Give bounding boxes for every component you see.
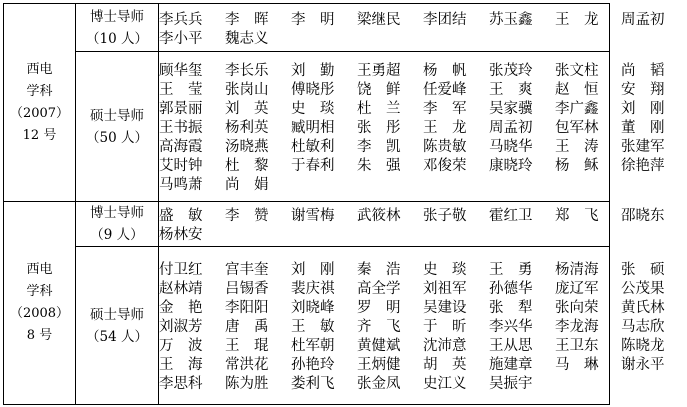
person-name: 马志欣 <box>621 319 665 335</box>
person-name: 公茂果 <box>621 281 665 297</box>
person-name: 刘祖军 <box>423 281 467 297</box>
name-line <box>159 297 665 316</box>
person-name: 施建章 <box>489 357 533 373</box>
name-line <box>159 155 665 174</box>
person-name: 王卫东 <box>555 338 599 354</box>
table-row <box>4 4 610 52</box>
person-name: 王书振 <box>159 120 203 136</box>
person-name: 杜军朝 <box>291 338 335 354</box>
supervisor-type-label: 博士导师 （10 人） <box>76 4 159 52</box>
group-label-2007: 西电 学科 （2007） 12 号 <box>4 4 76 202</box>
name-line <box>159 28 609 47</box>
person-name: 吴建设 <box>423 300 467 316</box>
person-name: 董 刚 <box>621 120 665 136</box>
person-name: 徐艳萍 <box>621 158 665 174</box>
person-name: 马晓华 <box>489 139 533 155</box>
person-name: 李 军 <box>423 101 467 117</box>
person-name: 盛 敏 <box>159 208 203 224</box>
person-name: 马鸣萧 <box>159 177 203 193</box>
person-name: 尚 娟 <box>225 177 269 193</box>
supervisor-type-label: 博士导师 （9 人） <box>76 202 159 247</box>
names-cell <box>159 4 665 52</box>
person-name: 杜 兰 <box>357 101 401 117</box>
person-name: 杜敏利 <box>291 139 335 155</box>
person-name: 李 晖 <box>225 11 269 28</box>
person-name: 吕锡香 <box>225 281 269 297</box>
person-name: 饶 鲜 <box>357 82 401 98</box>
name-line <box>159 224 609 243</box>
person-name: 张 犁 <box>489 300 533 316</box>
name-line <box>159 117 665 136</box>
person-name: 李思科 <box>159 376 203 392</box>
person-name: 万 波 <box>159 338 203 354</box>
person-name: 马 琳 <box>555 357 599 373</box>
person-name: 娄利飞 <box>291 376 335 392</box>
person-name: 赵 恒 <box>555 82 599 98</box>
person-name: 刘晓峰 <box>291 300 335 316</box>
person-name: 王炳健 <box>357 357 401 373</box>
person-name: 杨利英 <box>225 120 269 136</box>
person-name: 黄健斌 <box>357 338 401 354</box>
person-name: 高海霞 <box>159 139 203 155</box>
person-name: 周孟初 <box>489 120 533 136</box>
person-name: 杨清海 <box>555 262 599 278</box>
person-name: 傅晓彤 <box>291 82 335 98</box>
person-name: 张 彤 <box>357 120 401 136</box>
person-name: 顾华玺 <box>159 63 203 79</box>
person-name: 史 琰 <box>291 101 335 117</box>
person-name: 杨林安 <box>159 227 203 243</box>
person-name: 李 明 <box>291 11 335 28</box>
person-name: 臧明相 <box>291 120 335 136</box>
person-name: 孙德华 <box>489 281 533 297</box>
person-name: 周孟初 <box>621 11 665 28</box>
person-name: 李 凯 <box>357 139 401 155</box>
person-name: 罗 明 <box>357 300 401 316</box>
person-name: 李兴华 <box>489 319 533 335</box>
name-line <box>159 335 665 354</box>
name-line <box>159 373 609 392</box>
person-name: 霍红卫 <box>489 208 533 224</box>
person-name: 张 硕 <box>621 262 665 278</box>
person-name: 张文柱 <box>555 63 599 79</box>
person-name: 邵晓东 <box>621 208 665 224</box>
person-name: 艾时钟 <box>159 158 203 174</box>
person-name: 谢永平 <box>621 357 665 373</box>
person-name: 裴庆祺 <box>291 281 335 297</box>
supervisor-table <box>3 3 665 405</box>
person-name: 刘 英 <box>225 101 269 117</box>
person-name: 付卫红 <box>159 262 203 278</box>
person-name: 张建军 <box>621 139 665 155</box>
person-name: 谢雪梅 <box>291 208 335 224</box>
person-name: 李团结 <box>423 11 467 28</box>
person-name: 张茂玲 <box>489 63 533 79</box>
person-name: 沈沛意 <box>423 338 467 354</box>
person-name: 王 敏 <box>291 319 335 335</box>
person-name: 任爱峰 <box>423 82 467 98</box>
person-name: 邓俊荣 <box>423 158 467 174</box>
person-name: 安 翔 <box>621 82 665 98</box>
person-name: 吴家骥 <box>489 101 533 117</box>
person-name: 秦 浩 <box>357 262 401 278</box>
person-name: 于春利 <box>291 158 335 174</box>
table-row <box>4 202 610 247</box>
person-name: 胡 英 <box>423 357 467 373</box>
person-name: 王 勇 <box>489 262 533 278</box>
person-name: 王 琨 <box>225 338 269 354</box>
person-name: 陈为胜 <box>225 376 269 392</box>
person-name: 王 涛 <box>555 139 599 155</box>
person-name: 杨 帆 <box>423 63 467 79</box>
person-name: 杜 黎 <box>225 158 269 174</box>
person-name: 康晓玲 <box>489 158 533 174</box>
person-name: 郑 飞 <box>555 208 599 224</box>
person-name: 吴振宇 <box>489 376 533 392</box>
name-line <box>159 259 665 278</box>
person-name: 黄氏林 <box>621 300 665 316</box>
supervisor-type-label: 硕士导师 （50 人） <box>76 52 159 202</box>
name-line <box>159 316 665 335</box>
person-name: 陈贵敏 <box>423 139 467 155</box>
person-name: 李阳阳 <box>225 300 269 316</box>
person-name: 刘淑芳 <box>159 319 203 335</box>
table-row <box>4 247 610 405</box>
name-line <box>159 174 609 193</box>
person-name: 高全学 <box>357 281 401 297</box>
table-row <box>4 52 610 202</box>
person-name: 李兵兵 <box>159 11 203 28</box>
person-name: 史 琰 <box>423 262 467 278</box>
name-line <box>159 205 665 224</box>
names-cell <box>159 52 665 202</box>
person-name: 汤晓燕 <box>225 139 269 155</box>
person-name: 金 艳 <box>159 300 203 316</box>
person-name: 唐 禹 <box>225 319 269 335</box>
person-name: 王 莹 <box>159 82 203 98</box>
person-name: 王 龙 <box>555 11 599 28</box>
person-name: 李长乐 <box>225 63 269 79</box>
person-name: 常洪花 <box>225 357 269 373</box>
person-name: 尚 韬 <box>621 63 665 79</box>
name-line <box>159 278 665 297</box>
person-name: 王 爽 <box>489 82 533 98</box>
person-name: 梁继民 <box>357 11 401 28</box>
person-name: 张金凤 <box>357 376 401 392</box>
name-line <box>159 60 665 79</box>
person-name: 史江义 <box>423 376 467 392</box>
person-name: 魏志义 <box>225 30 269 47</box>
person-name: 李龙海 <box>555 319 599 335</box>
supervisor-type-label: 硕士导师 （54 人） <box>76 247 159 405</box>
person-name: 张向荣 <box>555 300 599 316</box>
person-name: 朱 强 <box>357 158 401 174</box>
name-line <box>159 354 665 373</box>
person-name: 王 龙 <box>423 120 467 136</box>
person-name: 于 昕 <box>423 319 467 335</box>
name-line <box>159 98 665 117</box>
names-cell <box>159 202 665 247</box>
person-name: 武筱林 <box>357 208 401 224</box>
person-name: 包军林 <box>555 120 599 136</box>
person-name: 张岗山 <box>225 82 269 98</box>
person-name: 李 赞 <box>225 208 269 224</box>
person-name: 王勇超 <box>357 63 401 79</box>
name-line <box>159 9 665 28</box>
person-name: 苏玉鑫 <box>489 11 533 28</box>
person-name: 庞辽军 <box>555 281 599 297</box>
person-name: 李广鑫 <box>555 101 599 117</box>
person-name: 杨 稣 <box>555 158 599 174</box>
person-name: 齐 飞 <box>357 319 401 335</box>
person-name: 刘 刚 <box>621 101 665 117</box>
person-name: 孙艳玲 <box>291 357 335 373</box>
person-name: 陈晓龙 <box>621 338 665 354</box>
name-line <box>159 136 665 155</box>
person-name: 王从思 <box>489 338 533 354</box>
group-label-2008: 西电 学科 （2008） 8 号 <box>4 202 76 405</box>
person-name: 张子敬 <box>423 208 467 224</box>
person-name: 郭景丽 <box>159 101 203 117</box>
person-name: 李小平 <box>159 30 203 47</box>
person-name: 宫丰奎 <box>225 262 269 278</box>
person-name: 刘 勤 <box>291 63 335 79</box>
person-name: 王 海 <box>159 357 203 373</box>
names-cell <box>159 247 665 405</box>
person-name: 赵林靖 <box>159 281 203 297</box>
name-line <box>159 79 665 98</box>
person-name: 刘 刚 <box>291 262 335 278</box>
